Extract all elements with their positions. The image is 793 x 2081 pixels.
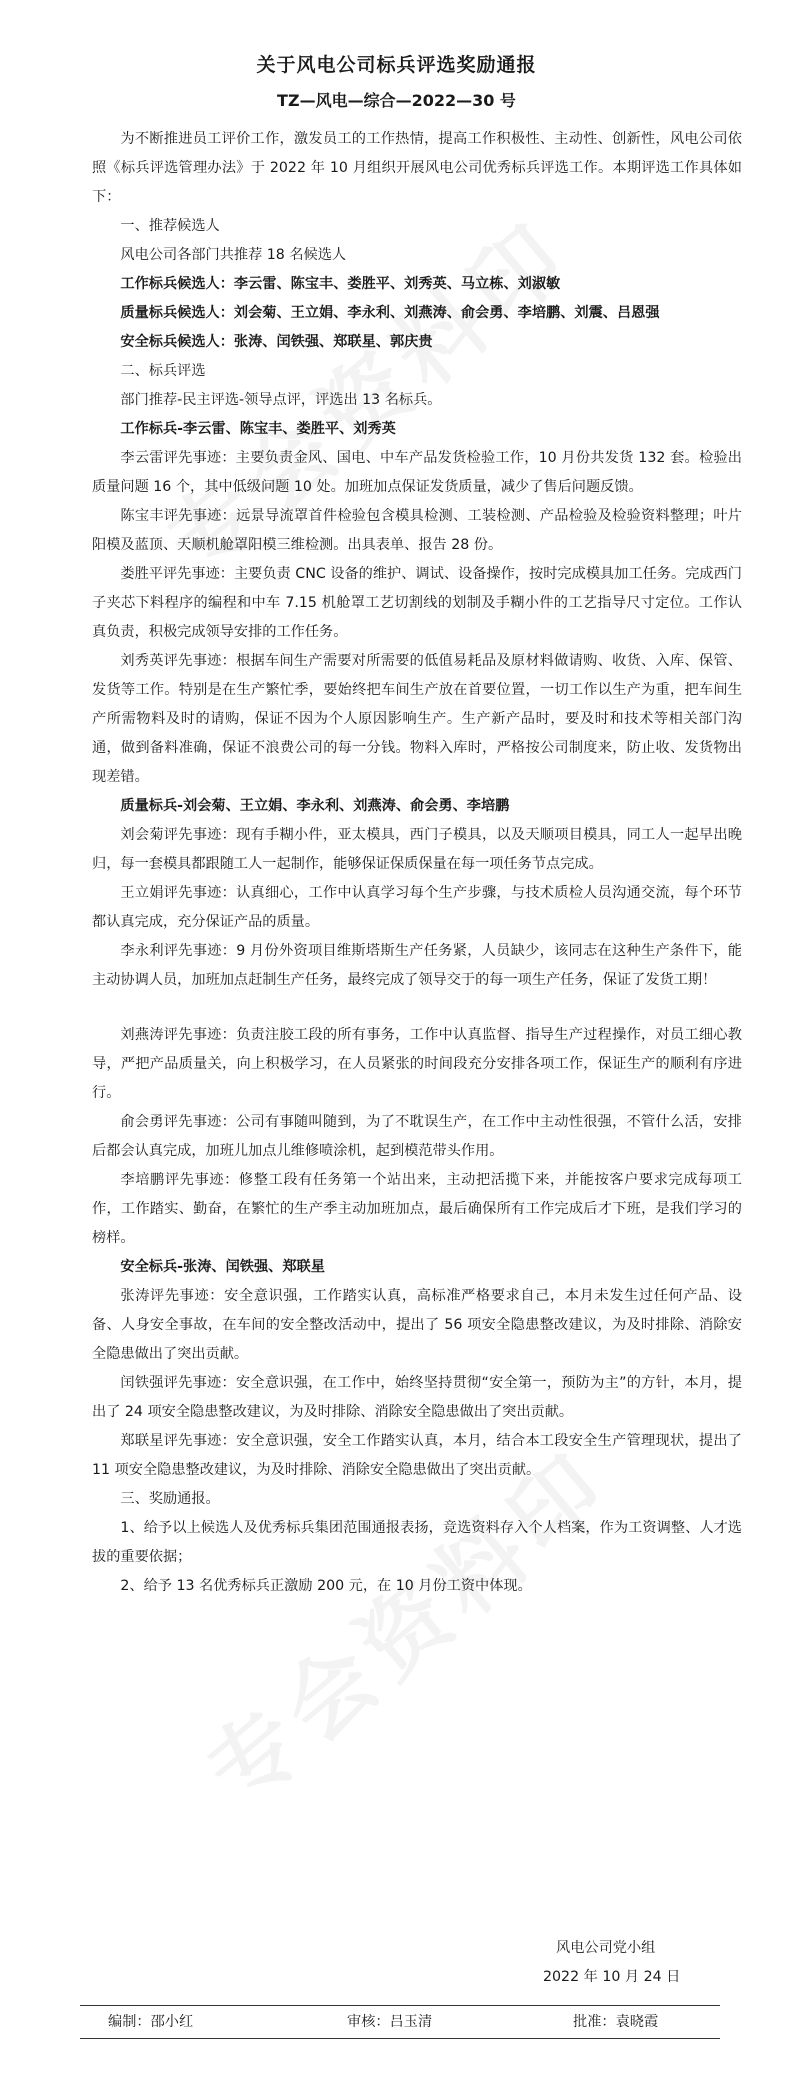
- signature-org: 风电公司党小组: [556, 1940, 656, 1956]
- section1-text: 风电公司各部门共推荐 18 名候选人: [120, 247, 347, 263]
- work-item: 娄胜平评先事迹：主要负责 CNC 设备的维护、调试、设备操作，按时完成模具加工任务。完成西门子夹芯下料程序的编程和中车 7.15 机舱罩工艺切割线的划制及手糊小件的工艺指导尺寸定位。工作认真负责，积极完成领导安排的工作任务。: [92, 566, 742, 640]
- quality-item: 刘燕涛评先事迹：负责注胶工段的所有事务，工作中认真监督、指导生产过程操作，对员工细心教导，严把产品质量关，向上积极学习，在人员紧张的时间段充分安排各项工作，保证生产的顺利有序进行。: [92, 1027, 742, 1101]
- safety-item: 闰铁强评先事迹：安全意识强，在工作中，始终坚持贯彻“安全第一，预防为主”的方针，本月，提出了 24 项安全隐患整改建议，为及时排除、消除安全隐患做出了突出贡献。: [92, 1375, 742, 1420]
- footer-approver: 批准：袁晓霞: [573, 2014, 659, 2030]
- work-heading: 工作标兵-李云雷、陈宝丰、娄胜平、刘秀英: [120, 421, 396, 437]
- reward-item: 2、给予 13 名优秀标兵正激励 200 元，在 10 月份工资中体现。: [120, 1578, 532, 1594]
- work-item: 李云雷评先事迹：主要负责金风、国电、中车产品发货检验工作，10 月份共发货 132 套。检验出质量问题 16 个，其中低级问题 10 处。加班加点保证发货质量，减少了售后问题反馈。: [92, 450, 742, 495]
- document-body: [92, 125, 742, 1601]
- section2-text: 部门推荐-民主评选-领导点评，评选出 13 名标兵。: [120, 392, 442, 408]
- quality-item: 李永利评先事迹：9 月份外资项目维斯塔斯生产任务紧，人员缺少，该同志在这种生产条件下，能主动协调人员，加班加点赶制生产任务，最终完成了领导交于的每一项生产任务，保证了发货工期！: [92, 943, 742, 988]
- document-number: TZ—风电—综合—2022—30 号: [277, 91, 516, 110]
- footer-rule-bottom: [80, 2038, 720, 2039]
- work-item: 刘秀英评先事迹：根据车间生产需要对所需要的低值易耗品及原材料做请购、收货、入库、保管、发货等工作。特别是在生产繁忙季，要始终把车间生产放在首要位置，一切工作以生产为重，把车间生产所需物料及时的请购，保证不因为个人原因影响生产。生产新产品时，要及时和技术等相关部门沟通，做到备料准确，保证不浪费公司的每一分钱。物料入库时，严格按公司制度来，防止收、发货物出现差错。: [92, 653, 742, 785]
- quality-item: 王立娟评先事迹：认真细心，工作中认真学习每个生产步骤，与技术质检人员沟通交流，每个环节都认真完成，充分保证产品的质量。: [92, 885, 742, 930]
- safety-item: 郑联星评先事迹：安全意识强，安全工作踏实认真，本月，结合本工段安全生产管理现状，提出了 11 项安全隐患整改建议，为及时排除、消除安全隐患做出了突出贡献。: [92, 1433, 742, 1478]
- footer-editor: 编制：邵小红: [108, 2014, 194, 2030]
- section1-heading: 一、推荐候选人: [120, 218, 220, 234]
- document-title: 关于风电公司标兵评选奖励通报: [256, 54, 537, 76]
- quality-heading: 质量标兵-刘会菊、王立娟、李永利、刘燕涛、俞会勇、李培鹏: [120, 798, 510, 814]
- candidates-safety: 安全标兵候选人：张涛、闰铁强、郑联星、郭庆贵: [120, 334, 433, 350]
- intro-paragraph: 为不断推进员工评价工作，激发员工的工作热情，提高工作积极性、主动性、创新性，风电公司依照《标兵评选管理办法》于 2022 年 10 月组织开展风电公司优秀标兵评选工作。本期评选工作具体如下：: [92, 131, 742, 205]
- reward-item: 1、给予以上候选人及优秀标兵集团范围通报表扬，竞选资料存入个人档案，作为工资调整、人才选拔的重要依据；: [92, 1520, 742, 1565]
- footer-reviewer: 审核：吕玉清: [347, 2014, 433, 2030]
- work-item: 陈宝丰评先事迹：远景导流罩首件检验包含模具检测、工装检测、产品检验及检验资料整理；叶片阳模及蓝顶、天顺机舱罩阳模三维检测。出具表单、报告 28 份。: [92, 508, 742, 553]
- safety-heading: 安全标兵-张涛、闰铁强、郑联星: [120, 1259, 325, 1275]
- section2-heading: 二、标兵评选: [120, 363, 206, 379]
- quality-item: 刘会菊评先事迹：现有手糊小件，亚太模具，西门子模具，以及天顺项目模具，同工人一起早出晚归，每一套模具都跟随工人一起制作，能够保证保质保量在每一项任务节点完成。: [92, 827, 742, 872]
- quality-item: 俞会勇评先事迹：公司有事随叫随到，为了不耽误生产，在工作中主动性很强，不管什么活，安排后都会认真完成，加班儿加点儿维修喷涂机，起到模范带头作用。: [92, 1114, 742, 1159]
- candidates-work: 工作标兵候选人：李云雷、陈宝丰、娄胜平、刘秀英、马立栋、刘淑敏: [120, 276, 561, 292]
- candidates-quality: 质量标兵候选人：刘会菊、王立娟、李永利、刘燕涛、俞会勇、李培鹏、刘震、吕恩强: [120, 305, 660, 321]
- footer-rule-top: [80, 2005, 720, 2006]
- quality-item: 李培鹏评先事迹：修整工段有任务第一个站出来，主动把活揽下来，并能按客户要求完成每项工作，工作踏实、勤奋，在繁忙的生产季主动加班加点，最后确保所有工作完成后才下班，是我们学习的榜样。: [92, 1172, 742, 1246]
- signature-date: 2022 年 10 月 24 日: [543, 1969, 681, 1985]
- paragraph-gap: [92, 995, 742, 1021]
- safety-item: 张涛评先事迹：安全意识强，工作踏实认真，高标准严格要求自己，本月未发生过任何产品、设备、人身安全事故，在车间的安全整改活动中，提出了 56 项安全隐患整改建议，为及时排除、消除安全隐患做出了突出贡献。: [92, 1288, 742, 1362]
- section3-heading: 三、奖励通报。: [120, 1491, 220, 1507]
